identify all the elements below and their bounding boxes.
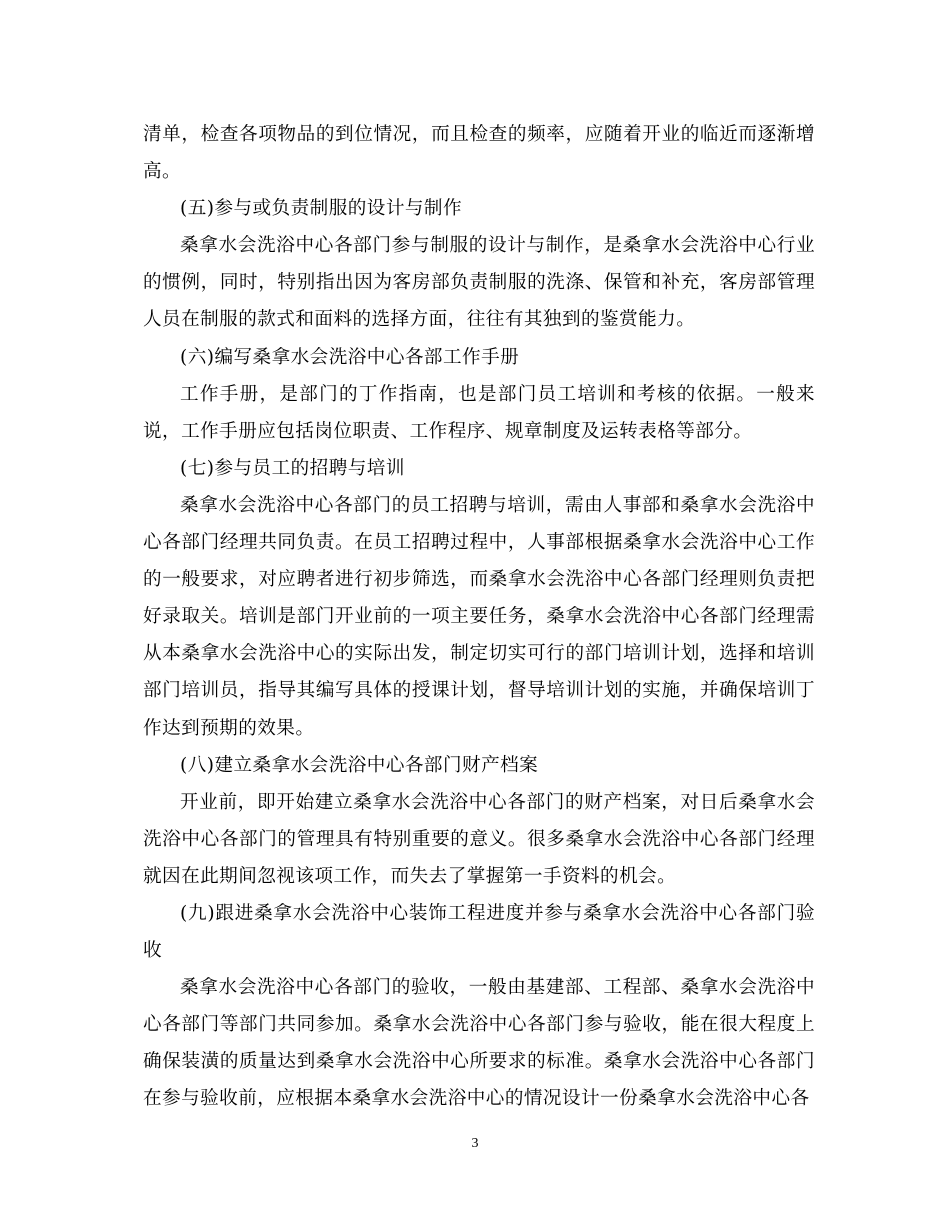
paragraph-acceptance: 桑拿水会洗浴中心各部门的验收，一般由基建部、工程部、桑拿水会洗浴中心各部门等部门共同参加。桑拿水会洗浴中心各部门参与验收，能在很大程度上确保装潢的质量达到桑拿水会洗浴中心所要求的标准。桑拿水会洗浴中心各部门在参与验收前，应根据本桑拿水会洗浴中心的情况设计一份桑拿水会洗浴中心各: [143, 977, 815, 1110]
section-heading-9: (九)跟进桑拿水会洗浴中心装饰工程进度并参与桑拿水会洗浴中心各部门验收: [143, 902, 815, 962]
page-number: 3: [471, 1136, 479, 1151]
section-heading-6: (六)编写桑拿水会洗浴中心各部工作手册: [180, 346, 520, 368]
section-heading-8: (八)建立桑拿水会洗浴中心各部门财产档案: [180, 754, 539, 776]
paragraph-uniform-design: 桑拿水会洗浴中心各部门参与制服的设计与制作，是桑拿水会洗浴中心行业的惯例，同时，特别指出因为客房部负责制服的洗涤、保管和补充，客房部管理人员在制服的款式和面料的选择方面，往往有其独到的鉴赏能力。: [143, 235, 815, 331]
paragraph-property-records: 开业前，即开始建立桑拿水会洗浴中心各部门的财产档案，对日后桑拿水会洗浴中心各部门的管理具有特别重要的意义。很多桑拿水会洗浴中心各部门经理就因在此期间忽视该项工作，而失去了掌握第一手资料的机会。: [143, 791, 815, 887]
paragraph-recruitment-training: 桑拿水会洗浴中心各部门的员工招聘与培训，需由人事部和桑拿水会洗浴中心各部门经理共同负责。在员工招聘过程中，人事部根据桑拿水会洗浴中心工作的一般要求，对应聘者进行初步筛选，而桑拿水会洗浴中心各部门经理则负责把好录取关。培训是部门开业前的一项主要任务，桑拿水会洗浴中心各部门经理需从本桑拿水会洗浴中心的实际出发，制定切实可行的部门培训计划，选择和培训部门培训员，指导其编写具体的授课计划，督导培训计划的实施，并确保培训丁作达到预期的效果。: [143, 494, 815, 739]
document-body: [143, 116, 815, 1118]
paragraph-continuation: 清单，检查各项物品的到位情况，而且检查的频率，应随着开业的临近而逐渐增高。: [143, 124, 815, 183]
section-heading-5: (五)参与或负责制服的设计与制作: [180, 198, 463, 220]
section-heading-7: (七)参与员工的招聘与培训: [180, 457, 405, 479]
paragraph-work-manual: 工作手册，是部门的丁作指南，也是部门员工培训和考核的依据。一般来说，工作手册应包括岗位职责、工作程序、规章制度及运转表格等部分。: [143, 383, 815, 442]
